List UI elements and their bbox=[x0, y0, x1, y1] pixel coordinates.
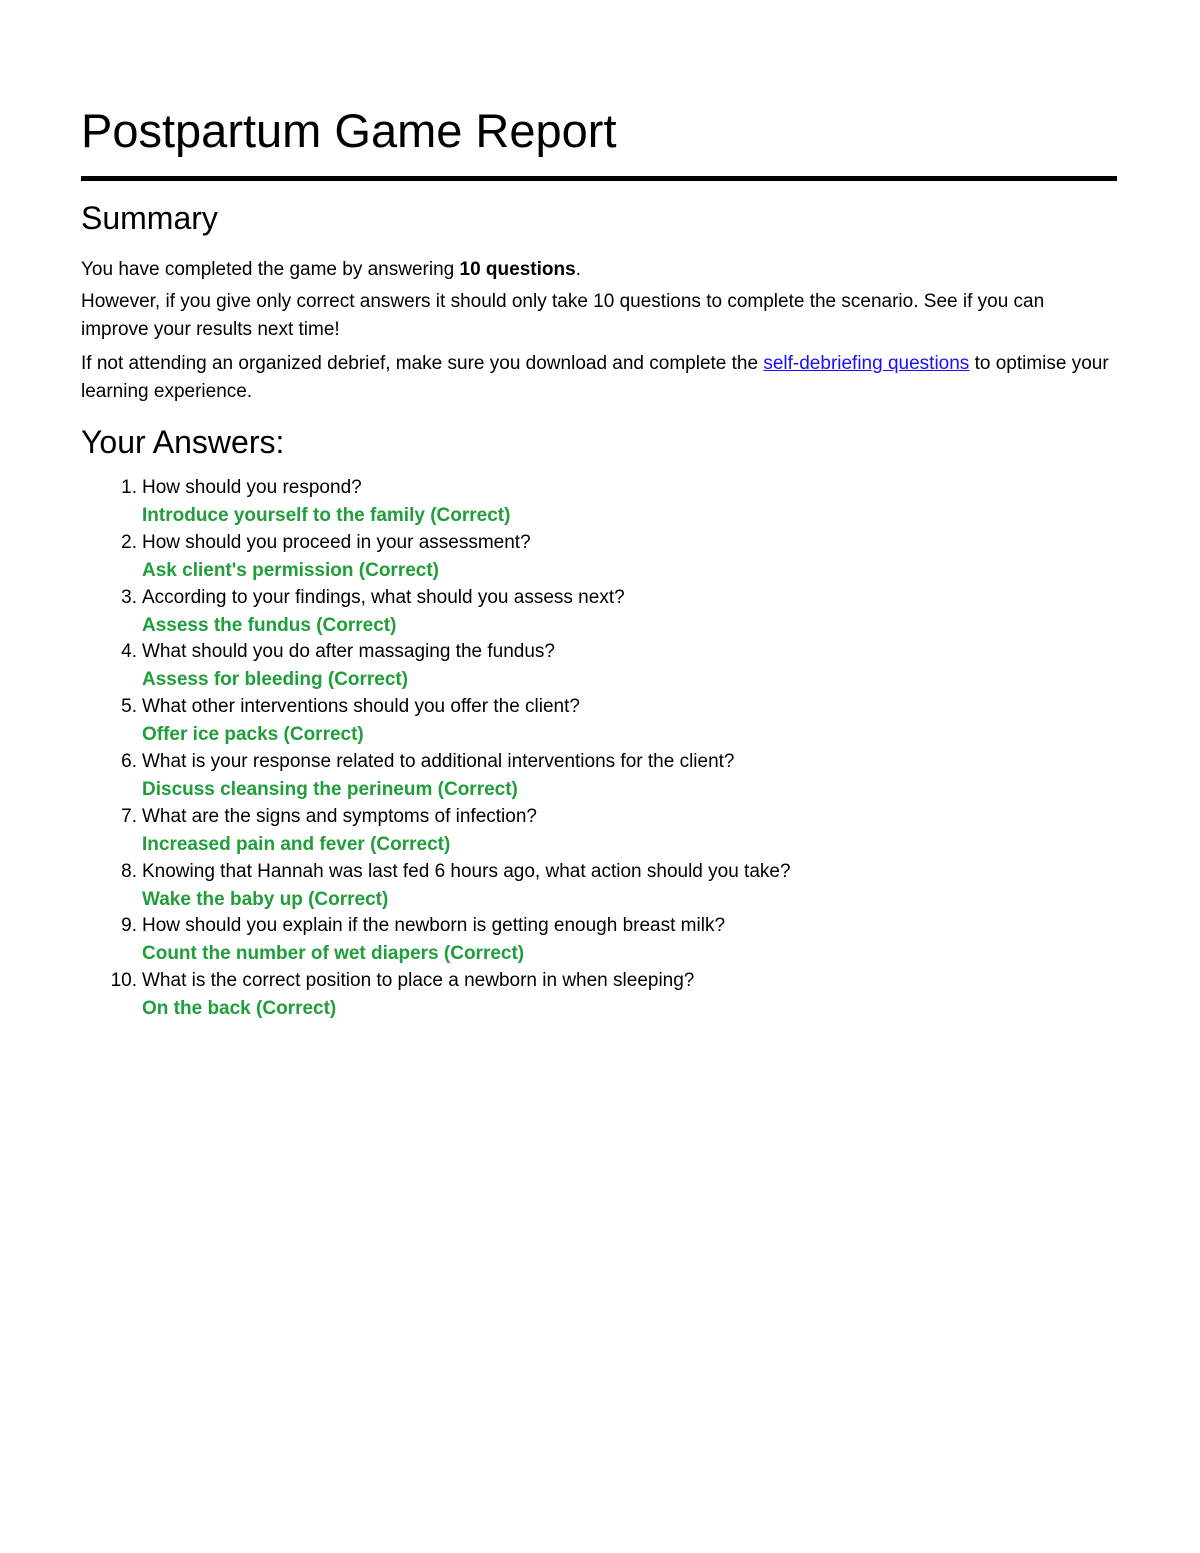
question-number: 10. bbox=[110, 970, 137, 992]
question-count: 10 questions bbox=[459, 259, 576, 280]
answer-text: Count the number of wet diapers (Correct) bbox=[142, 943, 525, 965]
answer-item bbox=[81, 638, 1111, 693]
question-number: 6. bbox=[121, 750, 137, 772]
question-number: 5. bbox=[121, 696, 137, 718]
answer-item bbox=[81, 529, 1111, 584]
question-number: 8. bbox=[121, 860, 137, 882]
answer-item bbox=[81, 693, 1111, 748]
answer-item bbox=[81, 803, 1111, 858]
summary-line1-prefix: You have completed the game by answering bbox=[81, 259, 460, 280]
question-text: What should you do after massaging the fundus? bbox=[142, 641, 555, 663]
answer-text: On the back (Correct) bbox=[142, 998, 337, 1020]
question-text: Knowing that Hannah was last fed 6 hours ago, what action should you take? bbox=[142, 860, 791, 882]
question-number: 3. bbox=[121, 586, 137, 608]
question-text: According to your findings, what should you assess next? bbox=[142, 586, 625, 608]
summary-line3-suffix: to optimise your learning experience. bbox=[81, 353, 1109, 402]
question-text: What other interventions should you offer the client? bbox=[142, 696, 580, 718]
summary-line3-prefix: If not attending an organized debrief, make sure you download and complete the bbox=[81, 353, 764, 374]
question-text: How should you respond? bbox=[142, 477, 362, 498]
answer-text: Increased pain and fever (Correct) bbox=[142, 833, 451, 855]
answer-item bbox=[81, 474, 1111, 529]
question-number: 7. bbox=[121, 805, 137, 827]
answer-text: Introduce yourself to the family (Correct) bbox=[142, 505, 511, 526]
summary-debrief-text bbox=[81, 350, 1111, 406]
question-text: How should you proceed in your assessment? bbox=[142, 531, 531, 553]
answer-text: Assess for bleeding (Correct) bbox=[142, 669, 409, 691]
question-text: What are the signs and symptoms of infection? bbox=[142, 805, 537, 827]
title-divider bbox=[81, 176, 1117, 181]
answer-text: Offer ice packs (Correct) bbox=[142, 724, 364, 746]
answer-item bbox=[81, 584, 1111, 639]
summary-completion-text bbox=[81, 256, 1111, 284]
answer-text: Wake the baby up (Correct) bbox=[142, 888, 389, 910]
answer-text: Ask client's permission (Correct) bbox=[142, 559, 439, 581]
answer-text: Assess the fundus (Correct) bbox=[142, 614, 397, 636]
answer-item bbox=[81, 912, 1111, 967]
summary-line1-suffix: . bbox=[575, 259, 581, 280]
summary-heading: Summary bbox=[81, 200, 218, 236]
answer-item bbox=[81, 748, 1111, 803]
page-title: Postpartum Game Report bbox=[81, 104, 617, 157]
question-number: 4. bbox=[121, 641, 137, 663]
question-text: What is the correct position to place a newborn in when sleeping? bbox=[142, 970, 695, 992]
summary-improvement-text: However, if you give only correct answers it should only take 10 questions to complete the scenario. See if you can improve your results next time! bbox=[81, 291, 1045, 340]
answer-text: Discuss cleansing the perineum (Correct) bbox=[142, 778, 518, 800]
answers-list bbox=[81, 474, 1111, 1022]
self-debriefing-link[interactable]: self-debriefing questions bbox=[763, 353, 970, 374]
question-text: What is your response related to additional interventions for the client? bbox=[142, 750, 735, 772]
question-number: 2. bbox=[121, 531, 137, 553]
answer-item bbox=[81, 967, 1111, 1022]
question-number: 9. bbox=[121, 915, 137, 937]
answers-heading: Your Answers: bbox=[81, 424, 285, 460]
question-number: 1. bbox=[121, 477, 137, 498]
question-text: How should you explain if the newborn is getting enough breast milk? bbox=[142, 915, 726, 937]
answer-item bbox=[81, 858, 1111, 913]
